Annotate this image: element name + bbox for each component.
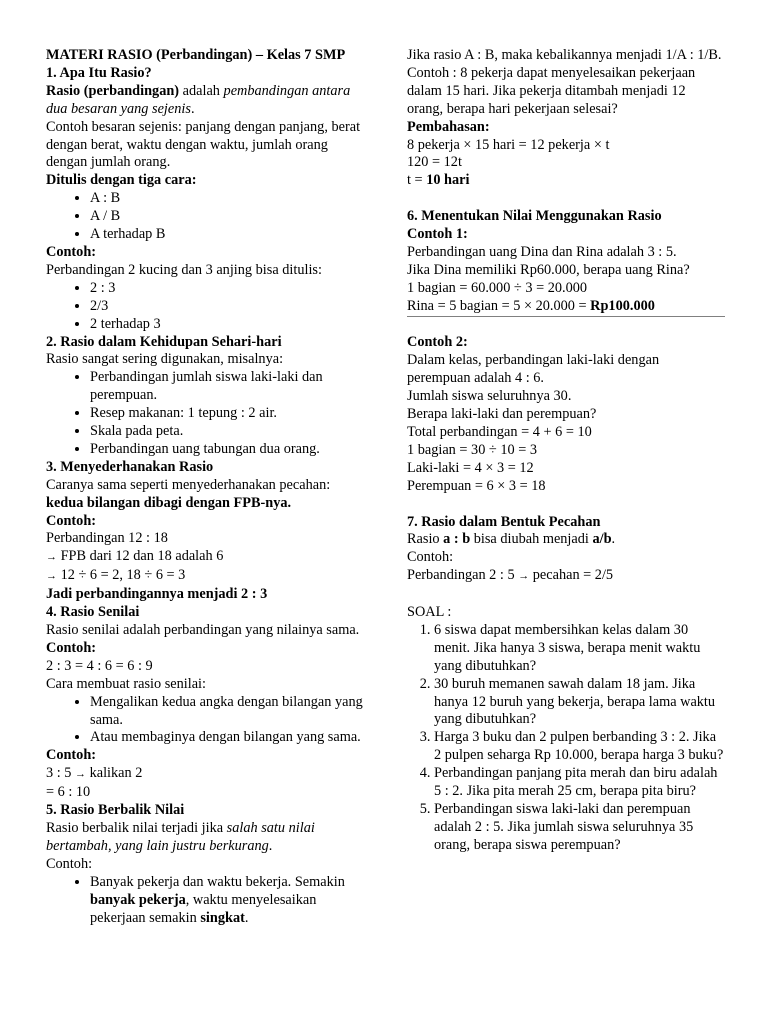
line-text: 3 : 5 [46,765,75,782]
right-column [407,47,725,855]
calc-line-3 [407,172,725,190]
list-item: • Perbandingan uang tabungan dua orang. [90,441,364,459]
list-item: • Perbandingan jumlah siswa laki-laki dan perempuan. [90,369,364,405]
spacer [407,317,725,335]
definition-connector: adalah [179,82,224,99]
arrow-icon: → [46,570,57,583]
section-1-heading: 1. Apa Itu Rasio? [46,64,152,81]
section-3-heading: 3. Menyederhanakan Rasio [46,458,214,475]
contoh-label: Contoh: [46,639,97,656]
section-4-ex-line-1 [46,765,364,784]
contoh-2-line-2: Jumlah siswa seluruhnya 30. [407,388,572,405]
contoh-label: Contoh: [407,549,454,566]
list-item: • Skala pada peta. [90,423,364,441]
section-1-ways-heading: Ditulis dengan tiga cara: [46,172,197,189]
soal-list [407,622,725,855]
bold-text: a : b [443,531,471,548]
bold-text: singkat [200,909,245,926]
contoh-2-line-3: Berapa laki-laki dan perempuan? [407,406,597,423]
list-item: 3. Harga 3 buku dan 2 pulpen berbanding 3 : 2. Jika 2 pulpen seharga Rp 10.000, berapa harga 3 buku? [434,729,725,765]
list-item: • A terhadap B [90,226,364,244]
bold-text: Rp100.000 [590,297,655,314]
section-3-line-1: Perbandingan 12 : 18 [46,530,168,547]
spacer [407,190,725,208]
line-text: bisa diubah menjadi [470,531,593,548]
section-4-how: Cara membuat rasio senilai: [46,675,206,692]
italic-text: salah satu nilai bertambah, yang lain justru berkurang [46,819,315,854]
definition-term: Rasio (perbandingan) [46,82,180,99]
bold-text: banyak pekerja [90,891,186,908]
contoh-1-line-3: 1 bagian = 60.000 ÷ 3 = 20.000 [407,279,588,296]
line-text: pecahan = 2/5 [529,567,614,584]
list-item: 5. Perbandingan siswa laki-laki dan perempuan adalah 2 : 5. Jika jumlah siswa seluruhnya 35 orang, berapa siswa perempuan? [434,801,725,855]
line-text: 12 ÷ 6 = 2, 18 ÷ 6 = 3 [57,567,186,584]
section-4-intro: Rasio senilai adalah perbandingan yang nilainya sama. [46,622,360,638]
section-5-heading: 5. Rasio Berbalik Nilai [46,802,185,819]
section-3-line-2 [46,548,364,567]
bold-text: a/b [592,531,612,548]
line-text: FPB dari 12 dan 18 adalah 6 [57,548,224,565]
list-item: 1. 6 siswa dapat membersihkan kelas dalam 30 menit. Jika hanya 3 siswa, berapa menit waktu yang dibutuhkan? [434,622,725,676]
list-item: • Resep makanan: 1 tepung : 2 air. [90,405,364,423]
spacer [407,586,725,604]
section-7-line-1 [407,531,725,549]
line-text: Perbandingan 2 : 5 [407,567,519,584]
list-item: 2. 30 buruh memanen sawah dalam 18 jam. Jika hanya 12 buruh yang bekerja, berapa lama waktu yang dibutuhkan? [434,676,725,730]
line-text: . [268,837,273,854]
contoh-2-line-6: Laki-laki = 4 × 3 = 12 [407,459,534,476]
contoh-list [46,280,364,334]
section-2-list [46,369,364,459]
arrow-icon: → [75,768,86,781]
list-item: 4. Perbandingan panjang pita merah dan biru adalah 5 : 2. Jika pita merah 25 cm, berapa pita biru? [434,765,725,801]
contoh-1-label: Contoh 1: [407,226,468,243]
line-text: , waktu menyelesaikan pekerjaan semakin [90,891,317,926]
list-item: • A : B [90,190,364,208]
definition-end: . [190,100,195,117]
section-4-heading: 4. Rasio Senilai [46,604,140,621]
list-item: • 2 : 3 [90,280,364,298]
section-5-cont-line-2: Contoh : 8 pekerja dapat menyelesaikan pekerjaan dalam 15 hari. Jika pekerja ditambah menjadi 12 orang, berapa hari pekerjaan selesai? [407,64,696,117]
bold-text: 10 hari [426,172,470,189]
section-1-contoh-text: Perbandingan 2 kucing dan 3 anjing bisa ditulis: [46,261,322,278]
line-text: Banyak pekerja dan waktu bekerja. Semakin [90,873,345,890]
line-text: kalikan 2 [86,765,143,782]
list-item: • Mengalikan kedua angka dengan bilangan yang sama. [90,694,364,730]
contoh-label: Contoh: [46,855,93,872]
contoh-label: Contoh: [46,747,97,764]
section-6-heading: 6. Menentukan Nilai Menggunakan Rasio [407,208,662,225]
contoh-2-line-5: 1 bagian = 30 ÷ 10 = 3 [407,441,537,458]
contoh-2-label: Contoh 2: [407,334,468,351]
section-7-example [407,567,725,586]
soal-label: SOAL : [407,604,452,621]
contoh-2-line-1: Dalam kelas, perbandingan laki-laki dengan perempuan adalah 4 : 6. [407,352,660,387]
section-4-ex-line-2: = 6 : 10 [46,784,91,801]
document-title: MATERI RASIO (Perbandingan) – Kelas 7 SMP [46,47,346,63]
list-item: • 2/3 [90,298,364,316]
calc-line-2: 120 = 12t [407,154,462,171]
left-column [46,47,364,927]
section-3-intro: Caranya sama seperti menyederhanakan pecahan: [46,476,331,493]
spacer [407,496,725,514]
section-5-cont-line-1: Jika rasio A : B, maka kebalikannya menjadi 1/A : 1/B. [407,47,722,63]
pembahasan-label: Pembahasan: [407,118,490,135]
list-item: • A / B [90,208,364,226]
list-item: • 2 terhadap 3 [90,316,364,334]
line-text: . [244,909,249,926]
calc-line-1: 8 pekerja × 15 hari = 12 pekerja × t [407,136,610,153]
contoh-label: Contoh: [46,512,97,529]
section-5-list [46,874,364,928]
section-5-intro [46,820,364,856]
section-4-example: 2 : 3 = 4 : 6 = 6 : 9 [46,657,153,674]
ways-list [46,190,364,244]
section-7-heading: 7. Rasio dalam Bentuk Pecahan [407,513,601,530]
section-1-example-text: Contoh besaran sejenis: panjang dengan panjang, berat dengan berat, waktu dengan waktu, jumlah orang dengan jumlah orang. [46,118,361,171]
line-text: Rina = 5 bagian = 5 × 20.000 = [407,297,591,314]
line-text: . [611,531,616,548]
section-1-definition [46,83,364,119]
line-text: t = [407,172,427,189]
line-text: Rasio berbalik nilai terjadi jika [46,819,227,836]
contoh-1-line-4 [407,298,725,317]
arrow-icon: → [46,551,57,564]
contoh-1-line-1: Perbandingan uang Dina dan Rina adalah 3 : 5. [407,243,677,260]
contoh-2-line-7: Perempuan = 6 × 3 = 18 [407,477,546,494]
section-3-line-3 [46,567,364,586]
arrow-icon: → [518,570,530,583]
section-4-list [46,694,364,748]
section-2-intro: Rasio sangat sering digunakan, misalnya: [46,351,284,368]
definition-italic: pembandingan antara dua besaran yang sejenis [46,82,351,117]
list-item: • Atau membaginya dengan bilangan yang sama. [90,729,364,747]
line-text: Rasio [407,531,444,548]
section-3-rule: kedua bilangan dibagi dengan FPB-nya. [46,494,292,511]
section-2-heading: 2. Rasio dalam Kehidupan Sehari-hari [46,333,282,350]
section-3-result: Jadi perbandingannya menjadi 2 : 3 [46,586,268,603]
contoh-label: Contoh: [46,243,97,260]
list-item [90,874,364,928]
contoh-1-line-2: Jika Dina memiliki Rp60.000, berapa uang Rina? [407,261,690,278]
contoh-2-line-4: Total perbandingan = 4 + 6 = 10 [407,424,592,440]
